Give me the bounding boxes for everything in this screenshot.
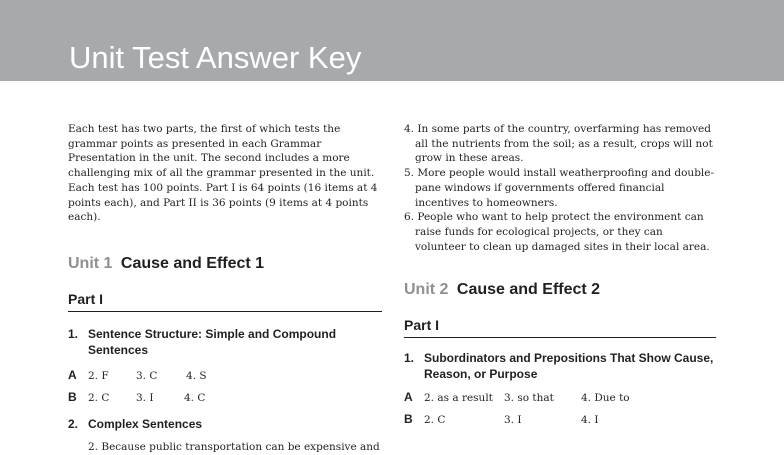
unit2-heading [404,281,716,299]
unit1-answer-row-a [68,368,382,382]
unit1-answer-item: 2. Because public transportation can be expensive and [88,440,380,453]
unit1-section2-heading [68,416,382,432]
unit1-part-heading: Part I [68,291,382,312]
answer-item: 4. C [184,391,206,404]
header-band [0,0,784,81]
unit2-number: Unit 2 [404,281,449,299]
unit2-section1-heading [404,350,716,382]
unit1-heading [68,255,382,273]
unit2-answer-row-a [404,390,716,404]
answer-item: 2. C [424,414,446,427]
answer-item: 3. C [136,369,158,382]
unit1-title: Cause and Effect 1 [120,254,265,272]
answer-item: 2. F [88,369,109,382]
page-title: Unit Test Answer Key [69,40,362,75]
section-number: 1. [68,326,79,341]
list-item: 6. People who want to help protect the environment can raise funds for ecological projects, or they can volunteer to clean up damaged sites in their local area. [404,211,710,253]
list-item: 4. In some parts of the country, overfarming has removed all the nutrients from the soil; as a result, crops will not grow in these areas. [404,123,713,165]
section-title: Complex Sentences [88,416,203,431]
row-letter: B [404,412,413,427]
answer-item: 4. I [581,414,599,427]
answer-item: 3. I [504,414,522,427]
answer-item: 4. S [186,369,207,382]
right-column [404,122,716,426]
section-number: 1. [404,351,415,366]
answer-item: 3. I [136,391,154,404]
answer-item: 2. C [88,391,110,404]
unit2-answer-row-b [404,412,716,426]
unit2-part-heading: Part I [404,317,716,338]
unit2-title: Cause and Effect 2 [456,281,601,299]
unit1-answer-row-b [68,390,382,404]
row-letter: B [68,389,77,404]
section-number: 2. [68,416,79,431]
intro-paragraph: Each test has two parts, the first of which tests the grammar points as presented in each Grammar Presentation in the unit. The second includes a more challenging mix of all the grammar presented in the unit. Each test has 100 points. Part I is 64 points (16 items at 4 points each), and Part II is 36 points (9 items at 4 points each). [68,123,378,224]
unit1-number: Unit 1 [68,254,113,272]
row-letter: A [68,367,77,382]
section-title: Subordinators and Prepositions That Show Cause, Reason, or Purpose [424,351,714,382]
unit1-section1-heading [68,326,382,358]
answer-list [404,122,716,254]
answer-item: 3. so that [504,392,554,405]
answer-item: 4. Due to [581,392,630,405]
section-title: Sentence Structure: Simple and Compound Sentences [88,326,337,357]
row-letter: A [404,390,413,405]
list-item: 5. More people would install weatherproofing and double-pane windows if governments offered financial incentives to homeowners. [404,167,715,209]
answer-item: 2. as a result [424,392,493,405]
left-column [68,122,382,455]
